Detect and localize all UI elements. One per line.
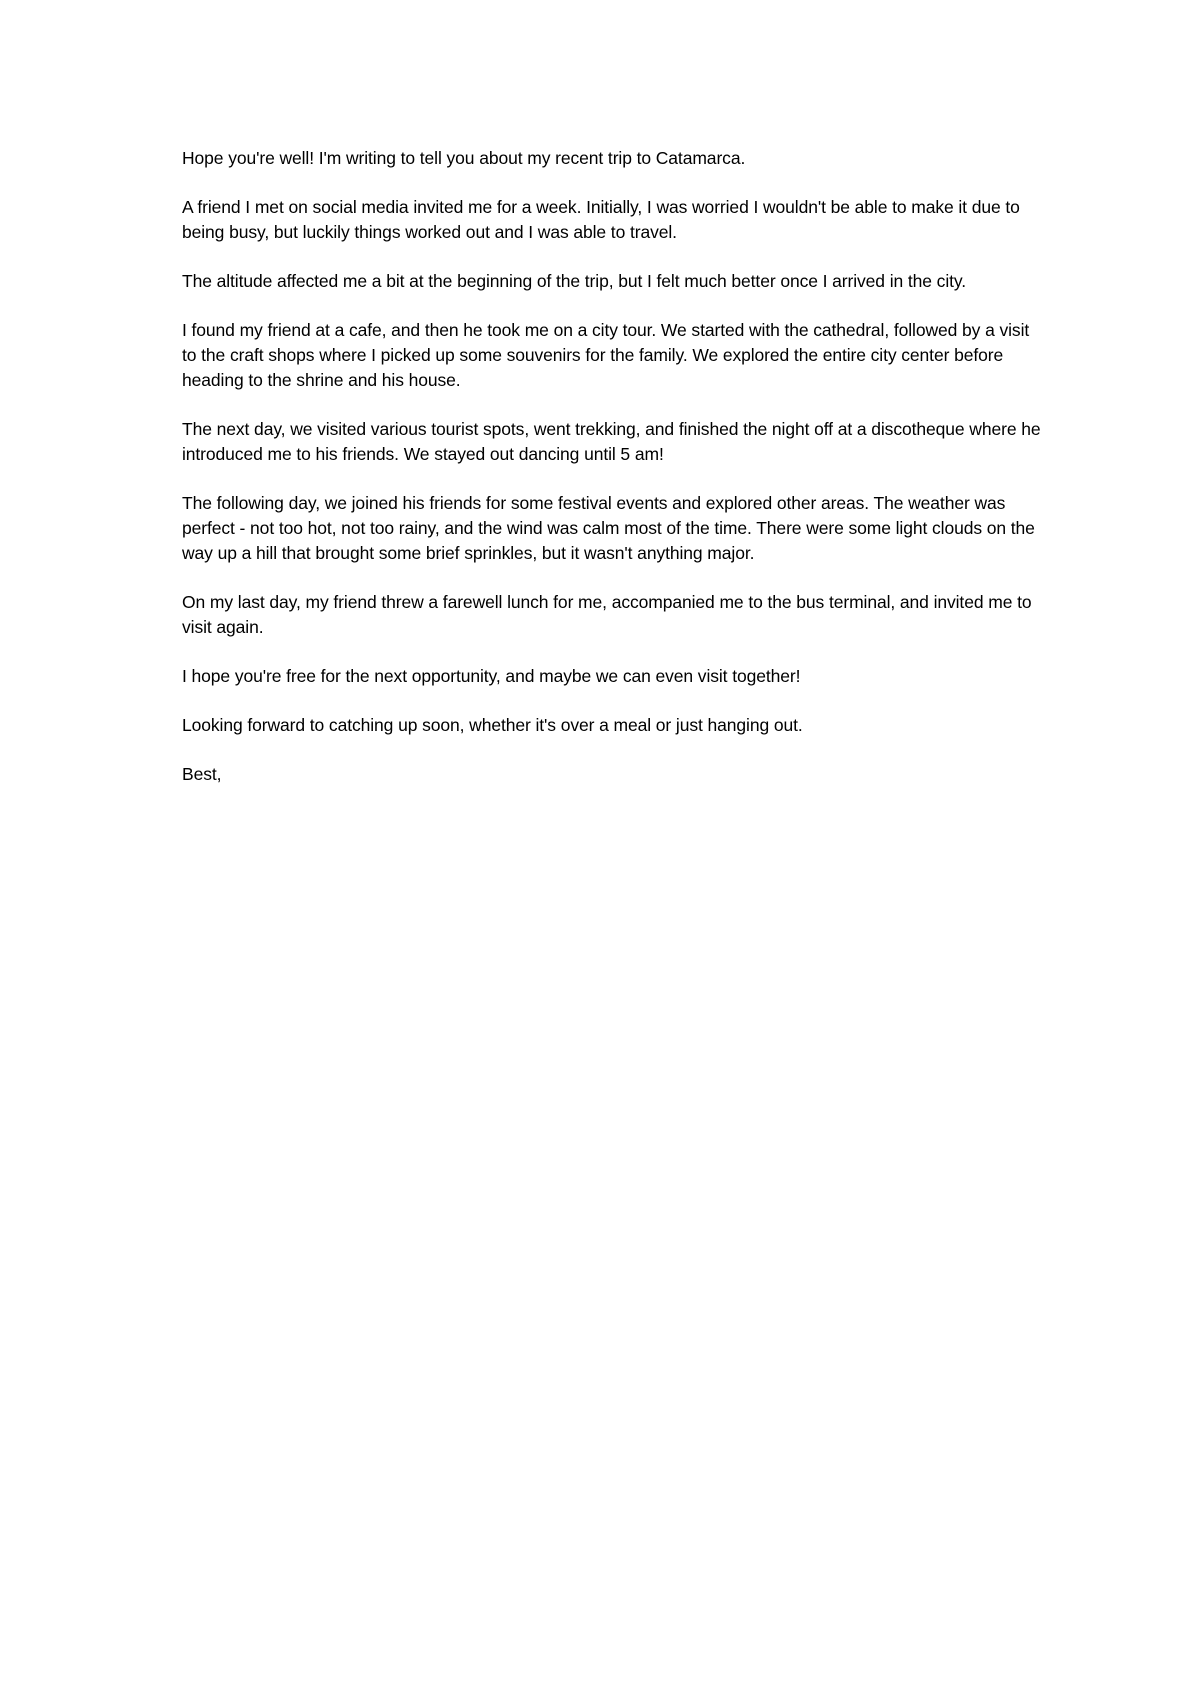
paragraph-city-tour: I found my friend at a cafe, and then he took me on a city tour. We started with the cathedral, followed by a visit to the craft shops where I picked up some souvenirs for the family. We explored the entire city center before heading to the shrine and his house.	[182, 320, 1030, 390]
paragraph-looking-forward: Looking forward to catching up soon, whether it's over a meal or just hanging out.	[182, 715, 803, 735]
paragraph-following-day: The following day, we joined his friends for some festival events and explored other areas. The weather was perfect - not too hot, not too rainy, and the wind was calm most of the time. There were some light clouds on the way up a hill that brought some brief sprinkles, but it wasn't anything major.	[182, 493, 1035, 563]
paragraph-greeting: Hope you're well! I'm writing to tell you about my recent trip to Catamarca.	[182, 148, 746, 168]
paragraph-next-day: The next day, we visited various tourist spots, went trekking, and finished the night off at a discotheque where he introduced me to his friends. We stayed out dancing until 5 am!	[182, 419, 1041, 464]
paragraph-altitude: The altitude affected me a bit at the beginning of the trip, but I felt much better once I arrived in the city.	[182, 271, 966, 291]
paragraph-last-day: On my last day, my friend threw a farewell lunch for me, accompanied me to the bus terminal, and invited me to visit again.	[182, 592, 1032, 637]
closing: Best,	[182, 764, 222, 784]
paragraph-next-opportunity: I hope you're free for the next opportunity, and maybe we can even visit together!	[182, 666, 801, 686]
letter-body	[182, 146, 1042, 811]
paragraph-invitation: A friend I met on social media invited me for a week. Initially, I was worried I wouldn't be able to make it due to being busy, but luckily things worked out and I was able to travel.	[182, 197, 1020, 242]
